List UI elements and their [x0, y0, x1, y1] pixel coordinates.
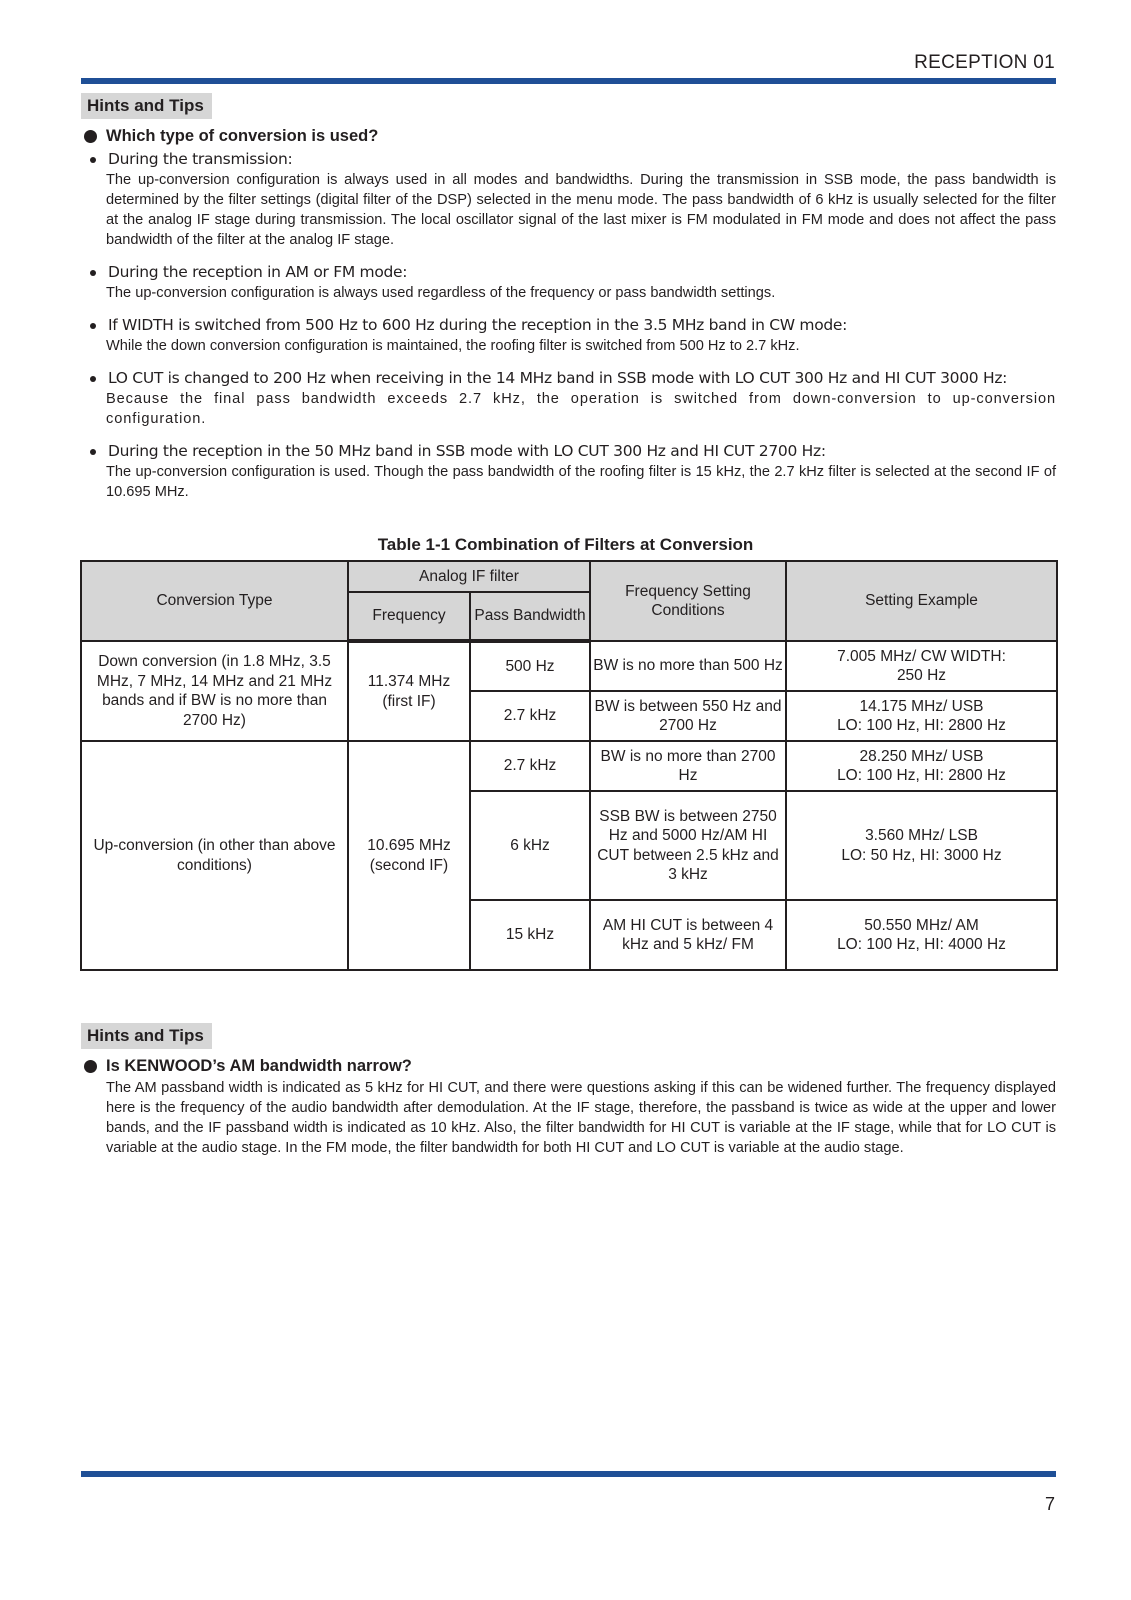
- bullet-icon: [90, 157, 96, 163]
- bandwidth-cell: 15 kHz: [470, 900, 590, 970]
- subheading-text: During the transmission:: [108, 150, 293, 168]
- header-setting-conditions: Frequency Setting Conditions: [590, 561, 786, 641]
- example-cell: [786, 741, 1057, 791]
- subheading-text: During the reception in AM or FM mode:: [108, 263, 408, 281]
- header-conversion-type: Conversion Type: [81, 561, 348, 641]
- subheading-text: LO CUT is changed to 200 Hz when receiving in the 14 MHz band in SSB mode with LO CUT 300 Hz and HI CUT 3000 Hz:: [108, 369, 1008, 387]
- example-line: 14.175 MHz/ USB: [859, 697, 984, 715]
- table-row: [81, 641, 1057, 691]
- bullet-icon: [90, 323, 96, 329]
- header-rule: [81, 78, 1056, 84]
- subheading-am-fm: [84, 263, 1056, 281]
- condition-cell: BW is no more than 2700 Hz: [590, 741, 786, 791]
- bandwidth-cell: 500 Hz: [470, 641, 590, 691]
- question-text: Which type of conversion is used?: [106, 127, 379, 145]
- subheading-text: During the reception in the 50 MHz band in SSB mode with LO CUT 300 Hz and HI CUT 2700 Hz:: [108, 442, 826, 460]
- subheading-50mhz: [84, 442, 1056, 460]
- example-cell: [786, 641, 1057, 691]
- bullet-icon: [90, 376, 96, 382]
- example-cell: [786, 900, 1057, 970]
- condition-cell: BW is no more than 500 Hz: [590, 641, 786, 691]
- hints-and-tips-label-2: Hints and Tips: [81, 1023, 212, 1049]
- bullet-icon: [84, 130, 97, 143]
- example-cell: [786, 691, 1057, 741]
- example-line: LO: 100 Hz, HI: 4000 Hz: [837, 936, 1006, 953]
- footer-rule: [81, 1471, 1056, 1477]
- paragraph-width-switch: While the down conversion configuration is maintained, the roofing filter is switched from 500 Hz to 2.7 kHz.: [106, 338, 800, 354]
- filter-combination-table: [80, 560, 1058, 971]
- condition-cell: SSB BW is between 2750 Hz and 5000 Hz/AM HI CUT between 2.5 kHz and 3 kHz: [590, 791, 786, 900]
- table-row: [81, 741, 1057, 791]
- bullet-icon: [84, 1060, 97, 1073]
- paragraph-50mhz: The up-conversion configuration is used. Though the pass bandwidth of the roofing filter is 15 kHz, the 2.7 kHz filter is selected at the second IF of 10.695 MHz.: [106, 464, 1056, 500]
- paragraph-lo-cut: Because the final pass bandwidth exceeds 2.7 kHz, the operation is switched from down-conversion to up-conversion configuration.: [106, 391, 1056, 427]
- header-setting-example: Setting Example: [786, 561, 1057, 641]
- header-analog-if-filter: Analog IF filter: [348, 561, 590, 592]
- down-conversion-type: Down conversion (in 1.8 MHz, 3.5 MHz, 7 MHz, 14 MHz and 21 MHz bands and if BW is no more than 2700 Hz): [81, 641, 348, 741]
- am-bandwidth-question: [84, 1057, 1056, 1076]
- bullet-icon: [90, 270, 96, 276]
- example-line: 3.560 MHz/ LSB: [865, 827, 978, 844]
- hints-and-tips-label: Hints and Tips: [81, 93, 212, 119]
- bandwidth-cell: 2.7 kHz: [470, 741, 590, 791]
- subheading-transmission: [84, 150, 1056, 168]
- condition-cell: AM HI CUT is between 4 kHz and 5 kHz/ FM: [590, 900, 786, 970]
- example-line: LO: 100 Hz, HI: 2800 Hz: [837, 767, 1006, 784]
- conversion-hints-section: [84, 127, 1056, 502]
- subheading-text: If WIDTH is switched from 500 Hz to 600 Hz during the reception in the 3.5 MHz band in CW mode:: [108, 316, 848, 334]
- down-conversion-frequency: 11.374 MHz (first IF): [348, 641, 470, 741]
- example-cell: [786, 791, 1057, 900]
- example-line: 28.250 MHz/ USB: [859, 747, 984, 765]
- conversion-question: [84, 127, 1056, 146]
- example-line: LO: 100 Hz, HI: 2800 Hz: [837, 717, 1006, 734]
- header-frequency: Frequency: [348, 592, 470, 641]
- subheading-lo-cut: [84, 369, 1056, 387]
- bandwidth-cell: 2.7 kHz: [470, 691, 590, 741]
- page-header-title: RECEPTION 01: [914, 52, 1055, 73]
- condition-cell: BW is between 550 Hz and 2700 Hz: [590, 691, 786, 741]
- example-line: 7.005 MHz/ CW WIDTH:: [837, 647, 1006, 665]
- up-conversion-type: Up-conversion (in other than above conditions): [81, 741, 348, 970]
- page-number: 7: [1044, 1494, 1055, 1514]
- paragraph-transmission: The up-conversion configuration is always used in all modes and bandwidths. During the transmission in SSB mode, the pass bandwidth is determined by the filter settings (digital filter of the DSP) selected in the menu mode. The pass bandwidth of 6 kHz is usually selected for the filter at the analog IF stage during transmission. The local oscillator signal of the last mixer is FM modulated in FM mode and does not affect the pass bandwidth of the filter at the analog IF stage.: [106, 172, 1056, 248]
- header-pass-bandwidth: Pass Bandwidth: [470, 592, 590, 641]
- bandwidth-cell: 6 kHz: [470, 791, 590, 900]
- example-line: 50.550 MHz/ AM: [864, 916, 979, 934]
- am-bandwidth-hints-section: [84, 1057, 1056, 1158]
- up-conversion-frequency: 10.695 MHz (second IF): [348, 741, 470, 970]
- question-text: Is KENWOOD’s AM bandwidth narrow?: [106, 1057, 412, 1075]
- paragraph-am-bandwidth: The AM passband width is indicated as 5 kHz for HI CUT, and there were questions asking if this can be widened further. The frequency displayed here is the frequency of the audio bandwidth after demodulation. At the IF stage, therefore, the passband is twice as wide at the upper and lower bands, and the IF passband width is indicated as 10 kHz. Also, the filter bandwidth for HI CUT is variable at the IF stage, while that for LO CUT is variable at the audio stage. In the FM mode, the filter bandwidth for both HI CUT and LO CUT is variable at the audio stage.: [106, 1080, 1056, 1156]
- example-line: LO: 50 Hz, HI: 3000 Hz: [841, 846, 1002, 864]
- paragraph-am-fm: The up-conversion configuration is always used regardless of the frequency or pass bandwidth settings.: [106, 285, 776, 301]
- subheading-width-switch: [84, 316, 1056, 334]
- table-caption: Table 1-1 Combination of Filters at Conversion: [377, 535, 754, 554]
- example-line: 250 Hz: [896, 667, 947, 684]
- bullet-icon: [90, 449, 96, 455]
